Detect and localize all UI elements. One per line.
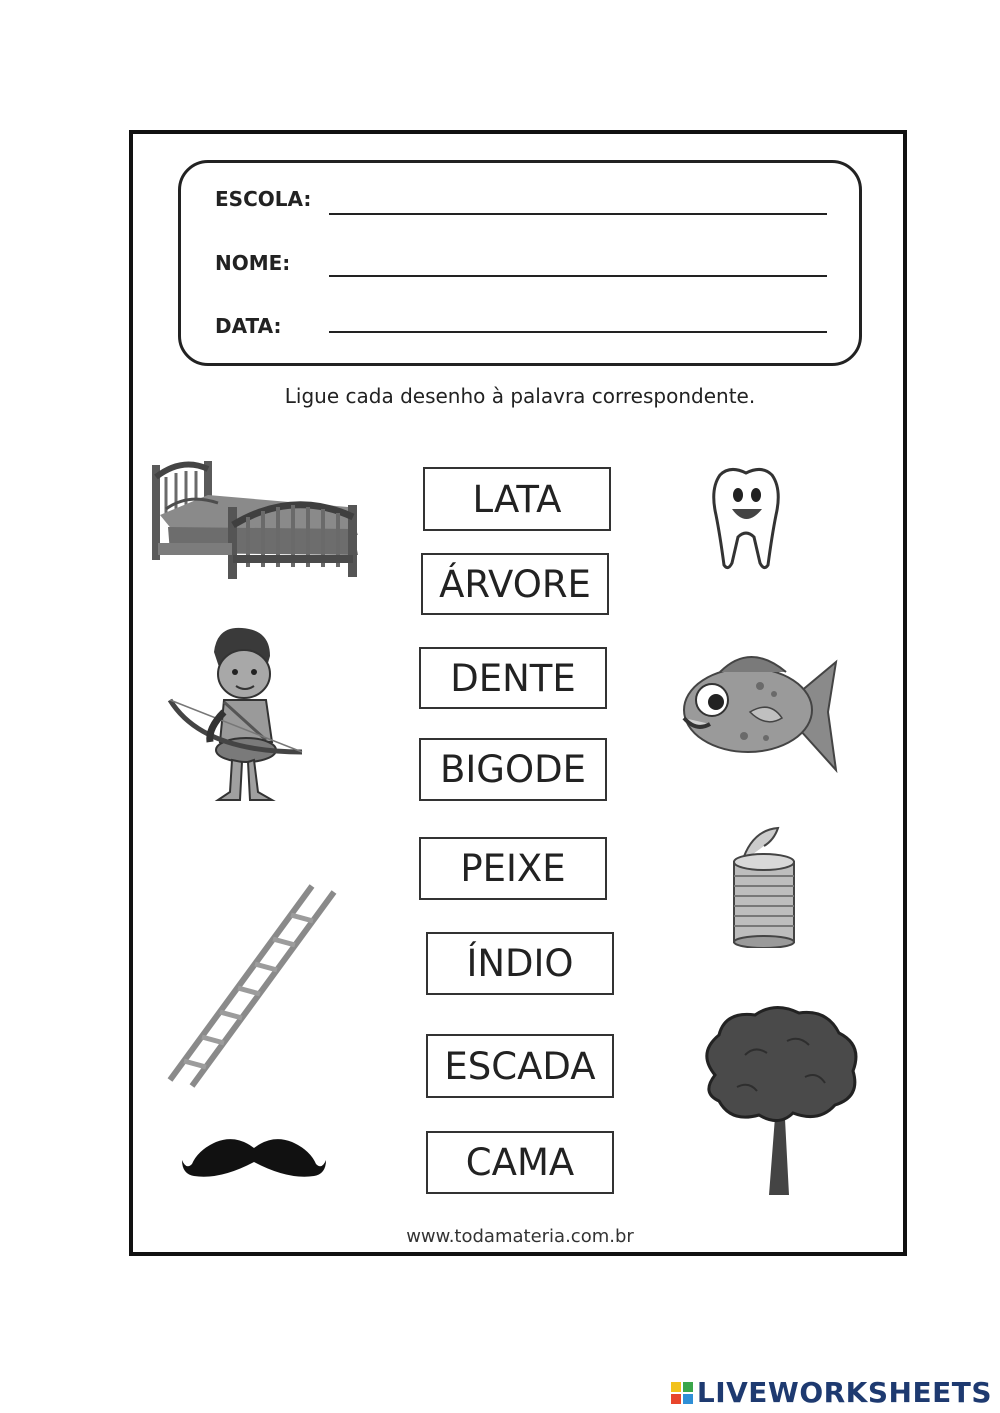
tree-icon[interactable] (695, 1005, 863, 1195)
nome-line (329, 275, 827, 277)
word-box-dente[interactable]: DENTE (419, 647, 607, 709)
indigenous-boy-icon[interactable] (162, 622, 312, 812)
word-box-escada[interactable]: ESCADA (426, 1034, 614, 1098)
mustache-icon[interactable] (180, 1130, 328, 1186)
word-box-bigode[interactable]: BIGODE (419, 738, 607, 801)
can-icon[interactable] (728, 826, 798, 948)
brand-name: LIVEWORKSHEETS (696, 1376, 992, 1409)
data-line (329, 331, 827, 333)
word-box-indio[interactable]: ÍNDIO (426, 932, 614, 995)
word-box-arvore[interactable]: ÁRVORE (421, 553, 609, 615)
brand-squares-icon (671, 1382, 693, 1404)
word-box-lata[interactable]: LATA (423, 467, 611, 531)
instruction-text: Ligue cada desenho à palavra correspondente. (284, 384, 756, 408)
tooth-icon[interactable] (710, 465, 782, 573)
bed-icon[interactable] (148, 455, 370, 580)
data-label: DATA: (215, 314, 282, 338)
brand-logo (671, 1376, 992, 1409)
nome-label: NOME: (215, 251, 291, 275)
word-box-peixe[interactable]: PEIXE (419, 837, 607, 900)
escola-line (329, 213, 827, 215)
escola-label: ESCOLA: (215, 187, 312, 211)
word-box-cama[interactable]: CAMA (426, 1131, 614, 1194)
source-url: www.todamateria.com.br (406, 1226, 634, 1247)
ladder-icon[interactable] (162, 880, 340, 1090)
fish-icon[interactable] (670, 642, 840, 782)
